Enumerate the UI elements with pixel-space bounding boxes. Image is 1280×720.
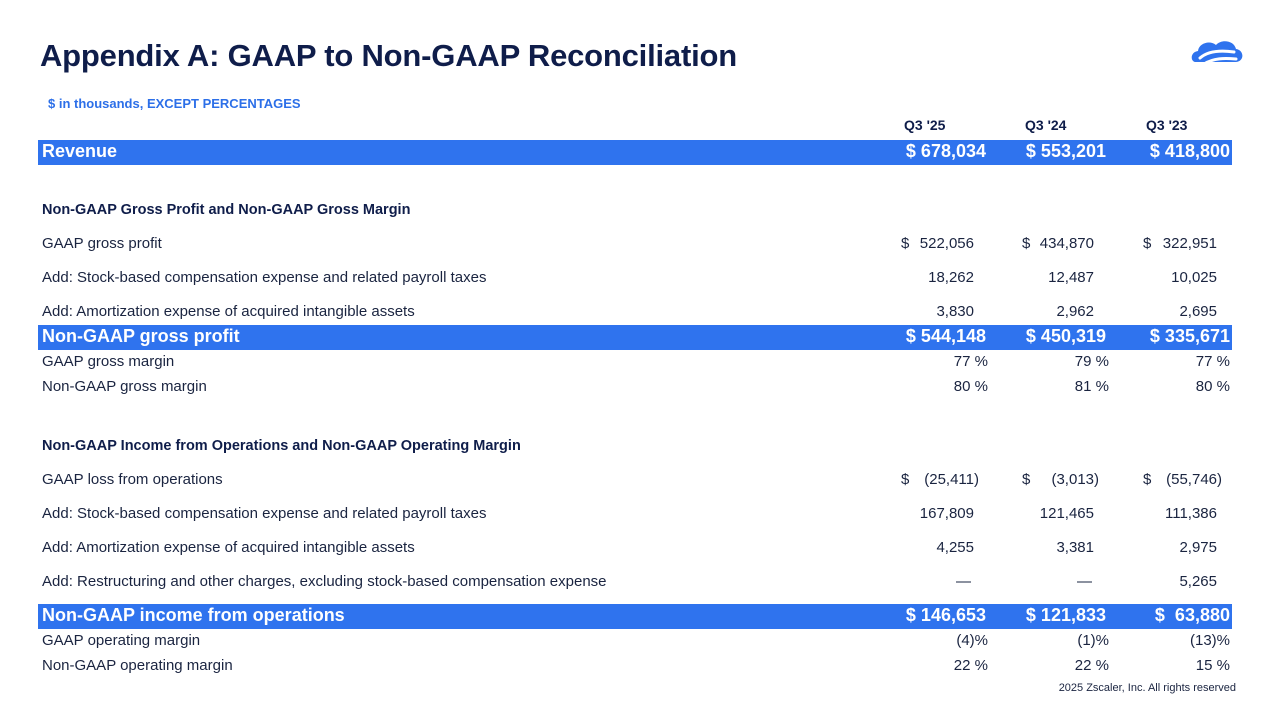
nongaap-op-margin-q3-25: 22 % — [953, 657, 988, 674]
operations-section-title: Non-GAAP Income from Operations and Non-GAAP Operating Margin — [42, 438, 521, 454]
nongaap-gross-margin-label: Non-GAAP gross margin — [42, 378, 207, 395]
column-header-q3-24: Q3 '24 — [1025, 117, 1067, 133]
column-header-q3-23: Q3 '23 — [1146, 117, 1188, 133]
ops-amort-q3-24: 3,381 — [1056, 539, 1094, 556]
ops-sbc-q3-25: 167,809 — [919, 505, 974, 522]
restructuring-q3-24: — — [1077, 573, 1092, 590]
ops-amort-label: Add: Amortization expense of acquired intangible assets — [42, 539, 415, 556]
gaap-loss-q3-25: (25,411) — [924, 471, 979, 488]
ops-sbc-q3-23: 111,386 — [1165, 505, 1217, 522]
nongaap-op-margin-q3-23: 15 % — [1195, 657, 1230, 674]
ops-amort-q3-23: 2,975 — [1179, 539, 1217, 556]
gross-sbc-q3-25: 18,262 — [928, 269, 974, 286]
gaap-loss-q3-23: (55,746) — [1166, 471, 1222, 488]
ops-sbc-q3-24: 121,465 — [1039, 505, 1094, 522]
revenue-q3-24: $ 553,201 — [1025, 141, 1106, 161]
nongaap-income-ops-q3-23: $ 63,880 — [1154, 605, 1230, 625]
currency-symbol: $ — [1143, 235, 1152, 252]
gross-amort-q3-24: 2,962 — [1056, 303, 1094, 320]
copyright-footer: 2025 Zscaler, Inc. All rights reserved — [1058, 682, 1236, 694]
nongaap-income-ops-q3-24: $ 121,833 — [1025, 605, 1106, 625]
gross-sbc-label: Add: Stock-based compensation expense and related payroll taxes — [42, 269, 487, 286]
gross-section-title: Non-GAAP Gross Profit and Non-GAAP Gross Margin — [42, 202, 411, 218]
revenue-label: Revenue — [42, 141, 118, 161]
gaap-gross-margin-q3-23: 77 % — [1195, 353, 1230, 370]
revenue-q3-25: $ 678,034 — [905, 141, 986, 161]
zscaler-cloud-logo-icon — [1190, 38, 1244, 72]
nongaap-gross-profit-label: Non-GAAP gross profit — [42, 326, 240, 346]
nongaap-gross-margin-q3-24: 81 % — [1074, 378, 1109, 395]
gaap-loss-label: GAAP loss from operations — [42, 471, 223, 488]
gross-amort-q3-25: 3,830 — [936, 303, 974, 320]
nongaap-gross-profit-q3-24: $ 450,319 — [1025, 326, 1106, 346]
gaap-gross-profit-label: GAAP gross profit — [42, 235, 162, 252]
gaap-gross-margin-q3-25: 77 % — [953, 353, 988, 370]
page-title: Appendix A: GAAP to Non-GAAP Reconciliation — [40, 38, 737, 73]
gross-sbc-q3-23: 10,025 — [1171, 269, 1217, 286]
nongaap-op-margin-q3-24: 22 % — [1074, 657, 1109, 674]
units-subtitle: $ in thousands, EXCEPT PERCENTAGES — [48, 96, 301, 111]
currency-symbol: $ — [1022, 235, 1031, 252]
revenue-row — [38, 140, 1232, 165]
gaap-op-margin-q3-23: (13)% — [1189, 632, 1230, 649]
gaap-gross-margin-label: GAAP gross margin — [42, 353, 175, 370]
gaap-gross-profit-q3-24: 434,870 — [1039, 235, 1094, 252]
currency-symbol: $ — [901, 235, 910, 252]
nongaap-income-ops-label: Non-GAAP income from operations — [42, 605, 345, 625]
gaap-gross-margin-q3-24: 79 % — [1074, 353, 1109, 370]
restructuring-q3-23: 5,265 — [1179, 573, 1217, 590]
gaap-op-margin-q3-24: (1)% — [1077, 632, 1109, 649]
currency-symbol: $ — [901, 471, 910, 488]
ops-amort-q3-25: 4,255 — [936, 539, 974, 556]
nongaap-gross-margin-q3-25: 80 % — [953, 378, 988, 395]
nongaap-gross-profit-q3-23: $ 335,671 — [1149, 326, 1230, 346]
column-header-q3-25: Q3 '25 — [904, 117, 946, 133]
nongaap-gross-profit-q3-25: $ 544,148 — [905, 326, 986, 346]
currency-symbol: $ — [1022, 471, 1031, 488]
gaap-gross-profit-q3-23: 322,951 — [1162, 235, 1217, 252]
gaap-loss-q3-24: (3,013) — [1051, 471, 1099, 488]
currency-symbol: $ — [1143, 471, 1152, 488]
gaap-gross-profit-q3-25: 522,056 — [919, 235, 974, 252]
gross-amort-label: Add: Amortization expense of acquired intangible assets — [42, 303, 415, 320]
gross-amort-q3-23: 2,695 — [1179, 303, 1217, 320]
nongaap-gross-margin-q3-23: 80 % — [1195, 378, 1230, 395]
gaap-op-margin-label: GAAP operating margin — [42, 632, 201, 649]
nongaap-income-ops-row — [38, 604, 1232, 629]
nongaap-op-margin-label: Non-GAAP operating margin — [42, 657, 233, 674]
revenue-q3-23: $ 418,800 — [1149, 141, 1230, 161]
restructuring-q3-25: — — [956, 573, 971, 590]
ops-sbc-label: Add: Stock-based compensation expense and related payroll taxes — [42, 505, 487, 522]
nongaap-gross-profit-row — [38, 325, 1232, 350]
gaap-op-margin-q3-25: (4)% — [956, 632, 988, 649]
nongaap-income-ops-q3-25: $ 146,653 — [905, 605, 986, 625]
restructuring-label: Add: Restructuring and other charges, excluding stock-based compensation expense — [42, 573, 607, 590]
gross-sbc-q3-24: 12,487 — [1048, 269, 1094, 286]
